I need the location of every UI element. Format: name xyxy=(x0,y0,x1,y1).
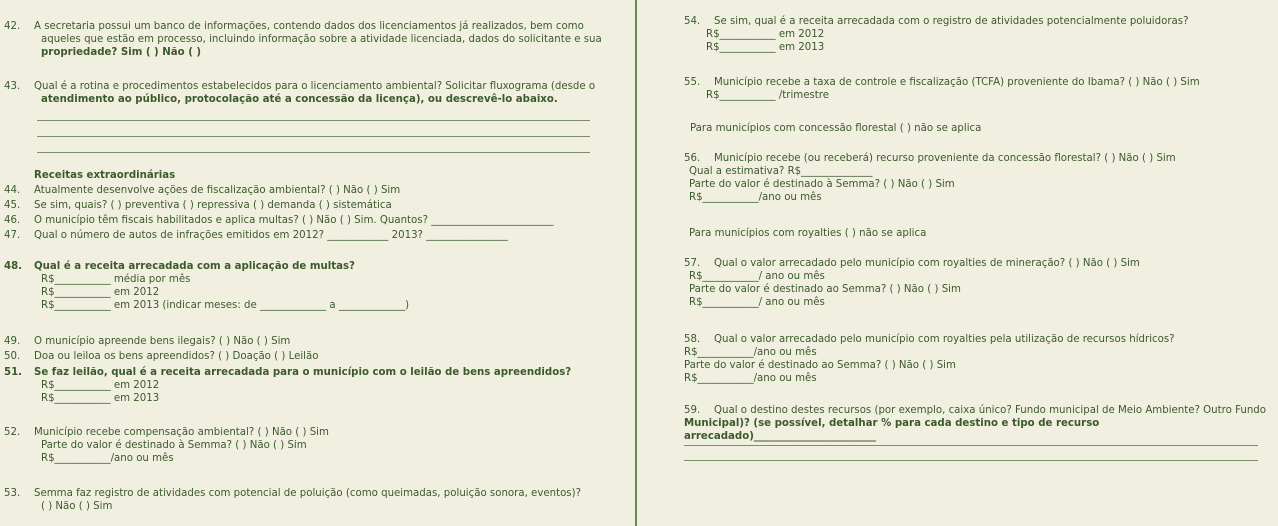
section-heading: Receitas extraordinárias xyxy=(34,170,176,181)
question-number: 59. xyxy=(684,405,701,416)
answer-line[interactable] xyxy=(684,460,1258,461)
question-text[interactable]: Município recebe a taxa de controle e fiscalização (TCFA) proveniente do Ibama? ( ) Não ( ) Sim xyxy=(714,77,1200,88)
question-text: Qual é a rotina e procedimentos estabelecidos para o licenciamento ambiental? Solicitar fluxograma (desde o xyxy=(34,81,596,92)
question-58 xyxy=(684,333,1175,385)
question-number: 58. xyxy=(684,334,701,345)
amount-field[interactable]: R$___________/ano ou mês xyxy=(684,347,817,358)
question-number: 53. xyxy=(4,488,21,499)
amount-field[interactable]: R$___________/ano ou mês xyxy=(684,373,817,384)
question-text[interactable]: Atualmente desenvolve ações de fiscalização ambiental? ( ) Não ( ) Sim xyxy=(34,185,401,196)
question-56 xyxy=(684,152,1176,204)
question-text-cont: aqueles que estão em processo, incluindo informação sobre a atividade licenciada, dados do solicitante e sua xyxy=(41,34,602,45)
question-text[interactable]: Município recebe compensação ambiental? ( ) Não ( ) Sim xyxy=(34,427,329,438)
left-column xyxy=(0,0,636,526)
amount-field[interactable]: Qual a estimativa? R$______________ xyxy=(689,166,873,177)
amount-field[interactable]: R$___________ em 2013 xyxy=(41,393,160,404)
question-number: 55. xyxy=(684,77,701,88)
question-number: 48. xyxy=(4,261,23,272)
question-number: 50. xyxy=(4,351,21,362)
question-48 xyxy=(4,260,409,312)
question-number: 56. xyxy=(684,153,701,164)
question-49 xyxy=(4,335,290,348)
question-text[interactable]: Qual o número de autos de infrações emitidos em 2012? ____________ 2013? ________________ xyxy=(34,230,508,241)
question-55 xyxy=(684,76,1200,102)
question-number: 42. xyxy=(4,21,21,32)
question-45 xyxy=(4,199,392,212)
question-51 xyxy=(4,366,571,405)
question-number: 52. xyxy=(4,427,21,438)
question-number: 45. xyxy=(4,200,21,211)
question-46 xyxy=(4,214,553,227)
question-53 xyxy=(4,487,581,513)
amount-field[interactable]: R$___________ em 2012 xyxy=(41,380,160,391)
sub-question[interactable]: Parte do valor é destinado à Semma? ( ) Não ( ) Sim xyxy=(41,440,307,451)
question-text[interactable]: Qual o valor arrecadado pelo município com royalties de mineração? ( ) Não ( ) Sim xyxy=(714,258,1140,269)
question-59 xyxy=(684,404,1278,443)
question-44 xyxy=(4,184,400,197)
question-52 xyxy=(4,426,329,465)
question-text: Qual é a receita arrecadada com a aplicação de multas? xyxy=(34,261,355,272)
amount-field[interactable]: R$___________/ano ou mês xyxy=(41,453,174,464)
sub-question[interactable]: Parte do valor é destinado ao Semma? ( ) Não ( ) Sim xyxy=(684,360,956,371)
question-text[interactable]: O município apreende bens ilegais? ( ) Não ( ) Sim xyxy=(34,336,291,347)
question-text: Semma faz registro de atividades com potencial de poluição (como queimadas, poluição sonora, eventos)? xyxy=(34,488,581,499)
question-57 xyxy=(684,257,1140,309)
question-number: 57. xyxy=(684,258,701,269)
question-number: 51. xyxy=(4,367,23,378)
question-number: 49. xyxy=(4,336,21,347)
florestal-note[interactable]: Para municípios com concessão florestal ( ) não se aplica xyxy=(690,123,982,134)
royalties-note[interactable]: Para municípios com royalties ( ) não se aplica xyxy=(689,228,927,239)
amount-field[interactable]: R$___________ em 2013 xyxy=(706,42,825,53)
yes-no-options[interactable]: propriedade? Sim ( ) Não ( ) xyxy=(41,47,202,58)
question-text[interactable]: O município têm fiscais habilitados e aplica multas? ( ) Não ( ) Sim. Quantos? ________________________ xyxy=(34,215,554,226)
amount-field[interactable]: R$___________ em 2013 (indicar meses: de _____________ a _____________) xyxy=(41,300,410,311)
question-47 xyxy=(4,229,508,242)
question-text-cont[interactable]: Municipal)? (se possível, detalhar % para cada destino e tipo de recurso arrecadado)________________________ xyxy=(684,418,1100,442)
answer-line[interactable] xyxy=(684,445,1258,446)
amount-field[interactable]: R$___________ em 2012 xyxy=(706,29,825,40)
question-50 xyxy=(4,350,318,363)
question-number: 46. xyxy=(4,215,21,226)
question-text: Se faz leilão, qual é a receita arrecadada para o município com o leilão de bens apreendidos? xyxy=(34,367,572,378)
question-54 xyxy=(684,15,1188,54)
answer-line[interactable] xyxy=(37,120,590,121)
question-42 xyxy=(4,20,602,59)
sub-question[interactable]: Parte do valor é destinado à Semma? ( ) Não ( ) Sim xyxy=(689,179,955,190)
question-text: Qual o valor arrecadado pelo município com royalties pela utilização de recursos hídricos? xyxy=(714,334,1175,345)
answer-line[interactable] xyxy=(37,152,590,153)
yes-no-options[interactable]: ( ) Não ( ) Sim xyxy=(41,501,113,512)
question-number: 54. xyxy=(684,16,701,27)
amount-field[interactable]: R$___________ média por mês xyxy=(41,274,191,285)
question-text: Qual o destino destes recursos (por exemplo, caixa único? Fundo municipal de Meio Ambiente? Outro Fundo xyxy=(714,405,1266,416)
question-number: 47. xyxy=(4,230,21,241)
question-text: Se sim, qual é a receita arrecadada com o registro de atividades potencialmente poluidoras? xyxy=(714,16,1189,27)
amount-field[interactable]: R$___________/ano ou mês xyxy=(689,192,822,203)
right-column xyxy=(638,0,1278,526)
amount-field[interactable]: R$___________/ ano ou mês xyxy=(689,297,825,308)
amount-field[interactable]: R$___________ em 2012 xyxy=(41,287,160,298)
question-number: 44. xyxy=(4,185,21,196)
question-text[interactable]: Município recebe (ou receberá) recurso proveniente da concessão florestal? ( ) Não ( ) Sim xyxy=(714,153,1176,164)
answer-line[interactable] xyxy=(37,136,590,137)
amount-field[interactable]: R$___________/ ano ou mês xyxy=(689,271,825,282)
amount-field[interactable]: R$___________ /trimestre xyxy=(706,90,830,101)
question-number: 43. xyxy=(4,81,21,92)
question-43 xyxy=(4,80,595,106)
question-text[interactable]: Doa ou leiloa os bens apreendidos? ( ) Doação ( ) Leilão xyxy=(34,351,319,362)
question-text-cont: atendimento ao público, protocolação até a concessão da licença), ou descrevê-lo abaixo. xyxy=(41,94,558,105)
sub-question[interactable]: Parte do valor é destinado ao Semma? ( ) Não ( ) Sim xyxy=(689,284,961,295)
question-text: A secretaria possui um banco de informações, contendo dados dos licenciamentos já realizados, bem como xyxy=(34,21,584,32)
question-text[interactable]: Se sim, quais? ( ) preventiva ( ) repressiva ( ) demanda ( ) sistemática xyxy=(34,200,392,211)
